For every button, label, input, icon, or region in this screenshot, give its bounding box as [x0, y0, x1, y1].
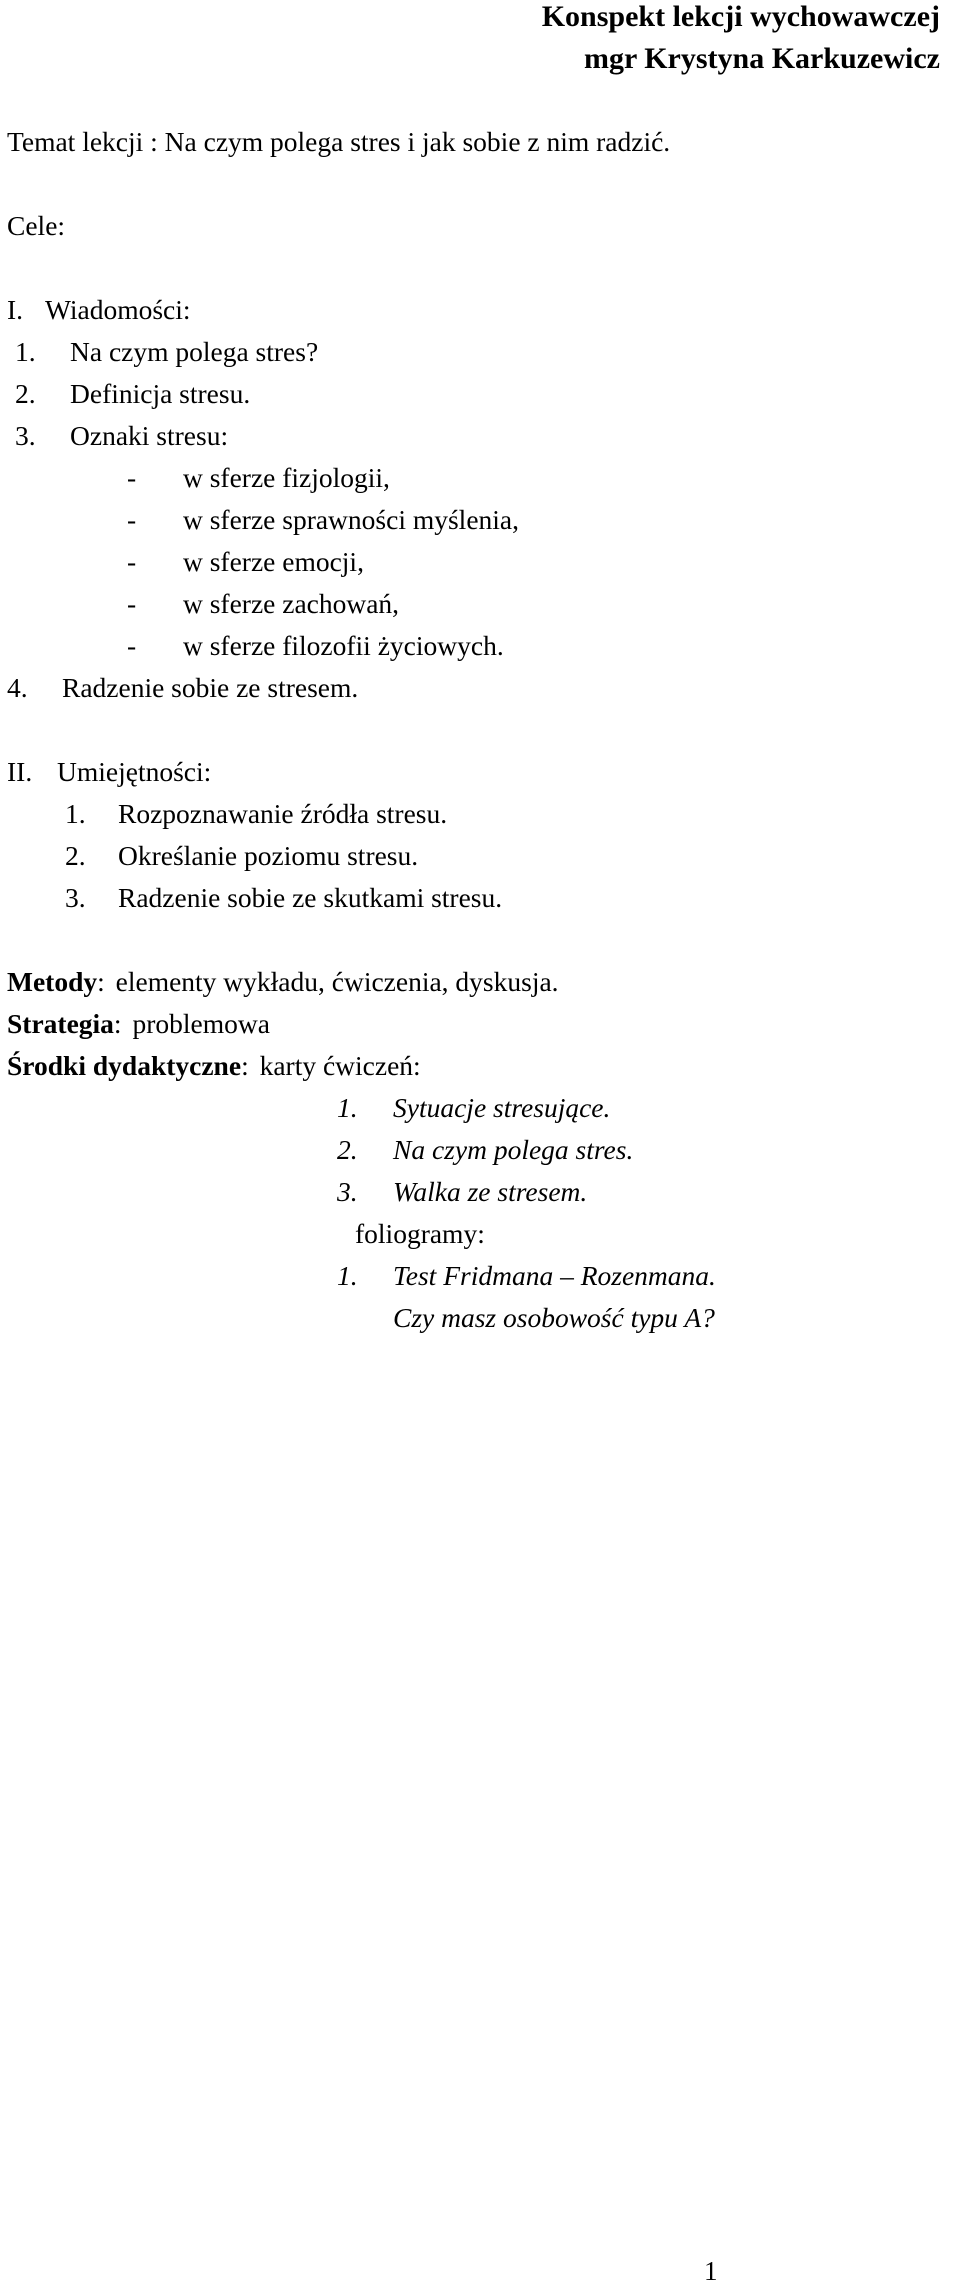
card-text: Walka ze stresem.	[393, 1176, 588, 1207]
section1-item-num: 1.	[15, 336, 36, 367]
page-number: 1	[704, 2256, 718, 2286]
card-text: Sytuacje stresujące.	[393, 1092, 611, 1123]
subitem-text: w sferze zachowań,	[183, 588, 400, 619]
foils-label: foliogramy:	[355, 1218, 485, 1249]
section2-item-num: 2.	[65, 840, 86, 871]
section2-item-text: Radzenie sobie ze skutkami stresu.	[118, 882, 503, 913]
lesson-topic: Temat lekcji : Na czym polega stres i jak sobie z nim radzić.	[7, 126, 671, 157]
methods-sep: :	[97, 966, 105, 997]
goals-heading: Cele:	[7, 210, 66, 241]
foil-text: Test Fridmana – Rozenmana.	[393, 1260, 716, 1291]
subitem-dash: -	[127, 630, 137, 661]
section1-item-text: Na czym polega stres?	[70, 336, 319, 367]
subitem-text: w sferze filozofii życiowych.	[183, 630, 504, 661]
subitem-dash: -	[127, 546, 137, 577]
methods-label: Metody	[7, 966, 98, 997]
foil-continuation: Czy masz osobowość typu A?	[393, 1302, 715, 1333]
section1-item-text: Oznaki stresu:	[70, 420, 229, 451]
strategy-sep: :	[113, 1008, 122, 1039]
aids-sep: :	[241, 1050, 249, 1081]
section1-item-num: 3.	[15, 420, 36, 451]
subitem-dash: -	[127, 588, 137, 619]
section1-item-text: Definicja stresu.	[70, 378, 251, 409]
aids-label: Środki dydaktyczne	[7, 1050, 242, 1081]
section2-item-text: Określanie poziomu stresu.	[118, 840, 419, 871]
section2-item-num: 3.	[65, 882, 86, 913]
subitem-dash: -	[127, 462, 137, 493]
strategy-label: Strategia	[7, 1008, 114, 1039]
card-num: 2.	[337, 1134, 358, 1165]
section2-numeral: II.	[7, 756, 33, 787]
section2-item-text: Rozpoznawanie źródła stresu.	[118, 798, 448, 829]
foil-num: 1.	[337, 1260, 358, 1291]
section1-item-num: 2.	[15, 378, 36, 409]
subitem-text: w sferze emocji,	[183, 546, 364, 577]
card-text: Na czym polega stres.	[393, 1134, 634, 1165]
subitem-text: w sferze sprawności myślenia,	[183, 504, 520, 535]
section1-item-text: Radzenie sobie ze stresem.	[62, 672, 359, 703]
subitem-dash: -	[127, 504, 137, 535]
section1-title: Wiadomości:	[45, 294, 191, 325]
strategy-row	[7, 1010, 270, 1038]
card-num: 3.	[337, 1176, 358, 1207]
section2-item-num: 1.	[65, 798, 86, 829]
card-num: 1.	[337, 1092, 358, 1123]
strategy-text: problemowa	[132, 1008, 270, 1039]
section1-numeral: I.	[7, 294, 24, 325]
aids-row	[7, 1052, 421, 1080]
aids-text: karty ćwiczeń:	[259, 1050, 421, 1081]
methods-text: elementy wykładu, ćwiczenia, dyskusja.	[115, 966, 559, 997]
header-title: Konspekt lekcji wychowawczej	[541, 0, 940, 33]
subitem-text: w sferze fizjologii,	[183, 462, 390, 493]
section1-item-num: 4.	[7, 672, 28, 703]
section2-title: Umiejętności:	[57, 756, 212, 787]
methods-row	[7, 968, 559, 996]
header-author: mgr Krystyna Karkuzewicz	[583, 42, 940, 75]
